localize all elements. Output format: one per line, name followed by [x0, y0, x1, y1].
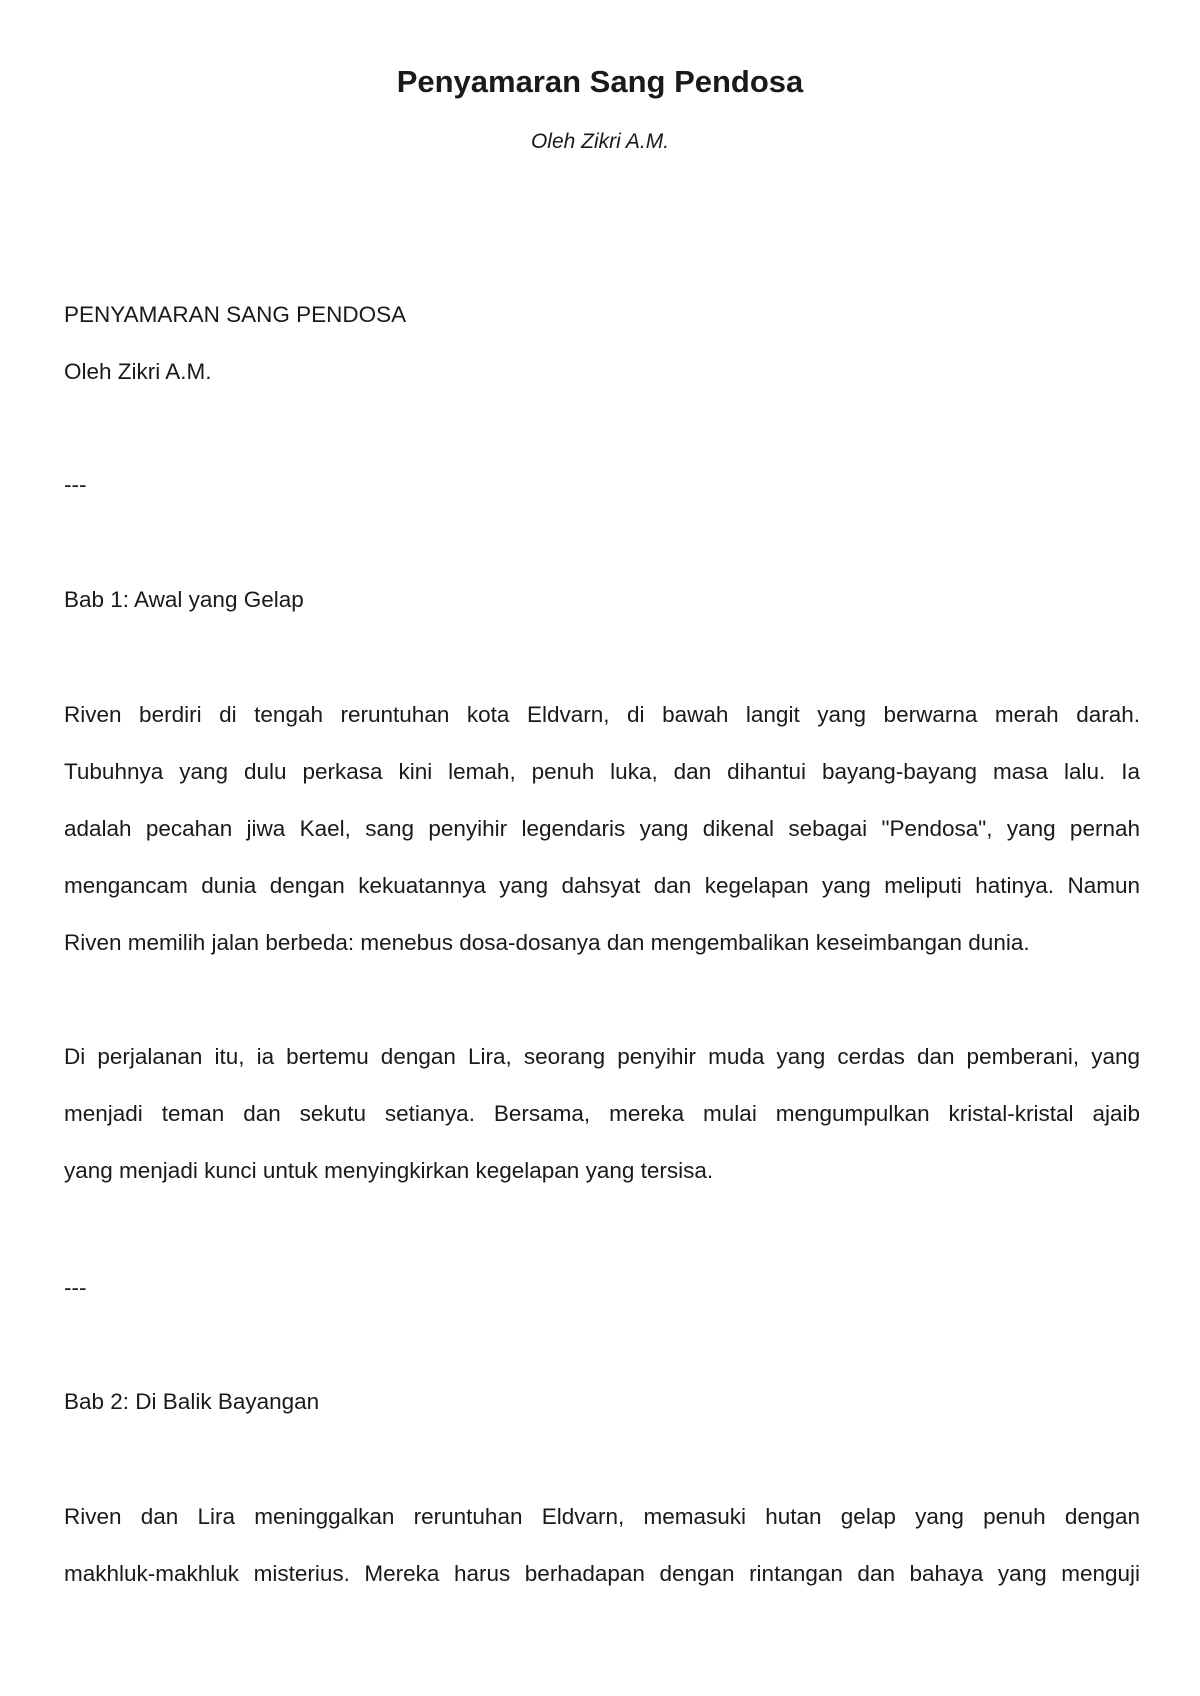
paragraph-2-line: Di perjalanan itu, ia bertemu dengan Lira, seorang penyihir muda yang cerdas dan pemberani, yang — [64, 1044, 1140, 1069]
paragraph-1-line: Tubuhnya yang dulu perkasa kini lemah, penuh luka, dan dihantui bayang-bayang masa lalu. Ia — [64, 759, 1140, 784]
paragraph-2-line: yang menjadi kunci untuk menyingkirkan kegelapan yang tersisa. — [64, 1158, 714, 1183]
paragraph-1-line: Riven memilih jalan berbeda: menebus dosa-dosanya dan mengembalikan keseimbangan dunia. — [64, 930, 1030, 955]
separator-1: --- — [64, 472, 87, 497]
document-title: Penyamaran Sang Pendosa — [396, 64, 804, 99]
byline-plain: Oleh Zikri A.M. — [64, 359, 212, 384]
paragraph-2-line: menjadi teman dan sekutu setianya. Bersama, mereka mulai mengumpulkan kristal-kristal ajaib — [64, 1101, 1140, 1126]
chapter-2-heading: Bab 2: Di Balik Bayangan — [64, 1389, 320, 1414]
paragraph-1-line: mengancam dunia dengan kekuatannya yang dahsyat dan kegelapan yang meliputi hatinya. Namun — [64, 873, 1140, 898]
paragraph-1-line: Riven berdiri di tengah reruntuhan kota Eldvarn, di bawah langit yang berwarna merah darah. — [64, 702, 1140, 727]
paragraph-3-line: makhluk-makhluk misterius. Mereka harus berhadapan dengan rintangan dan bahaya yang menguji — [64, 1561, 1140, 1586]
heading-upper: PENYAMARAN SANG PENDOSA — [64, 302, 407, 327]
paragraph-1-line: adalah pecahan jiwa Kael, sang penyihir legendaris yang dikenal sebagai "Pendosa", yang pernah — [64, 816, 1140, 841]
document-byline: Oleh Zikri A.M. — [530, 130, 670, 153]
paragraph-3-line: Riven dan Lira meninggalkan reruntuhan Eldvarn, memasuki hutan gelap yang penuh dengan — [64, 1504, 1140, 1529]
chapter-1-heading: Bab 1: Awal yang Gelap — [64, 587, 304, 612]
separator-2: --- — [64, 1275, 87, 1300]
